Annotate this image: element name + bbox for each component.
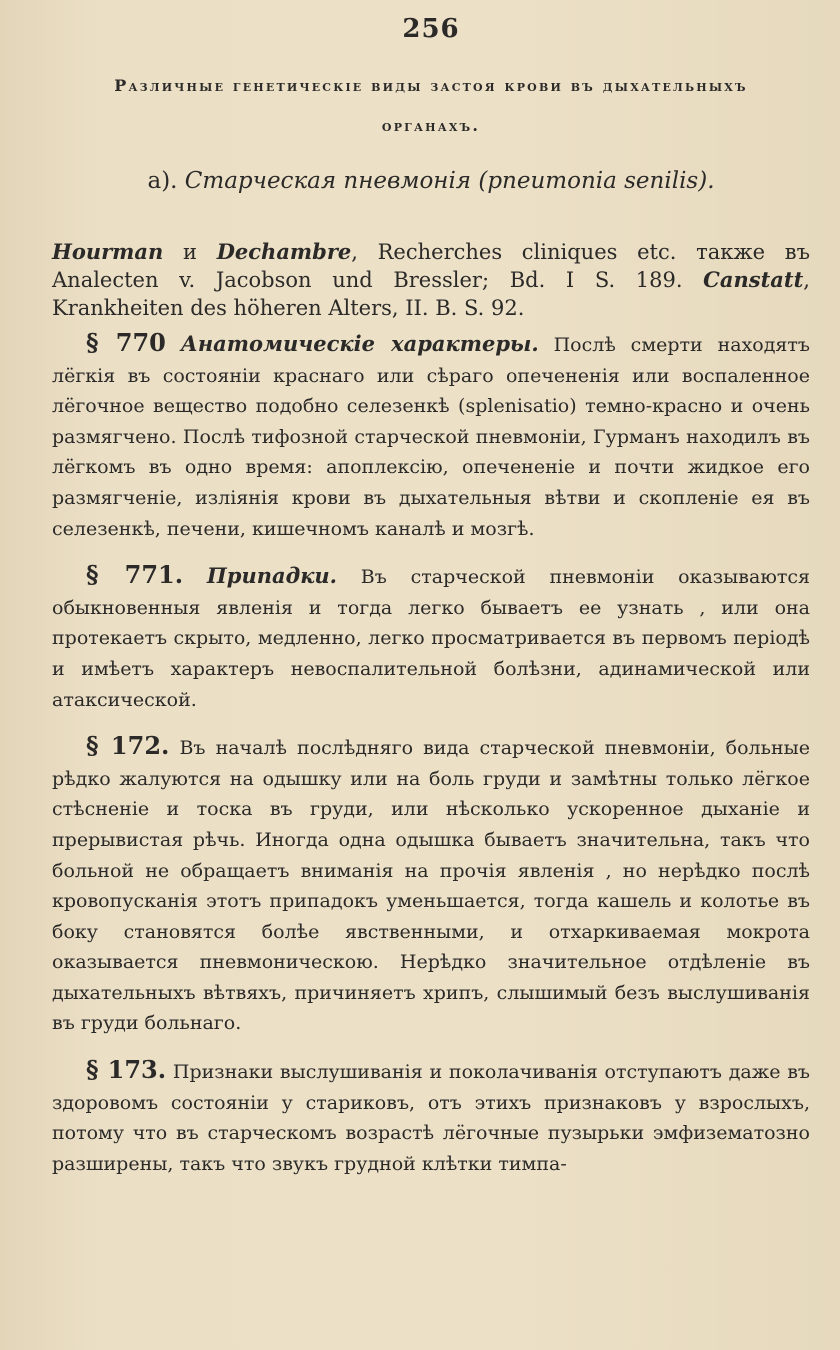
section-heading-title: Старческая пневмонія (pneumonia senilis). — [184, 168, 715, 194]
section-number: § 172. — [86, 731, 170, 761]
section-number: § 770 — [86, 328, 166, 357]
chapter-title-line2: органахъ. — [381, 116, 481, 135]
chapter-title-line1: Различные генетическіе виды застоя крови въ дыхательныхъ — [114, 76, 748, 95]
paragraph-771 — [52, 560, 810, 715]
paragraph-770 — [52, 328, 810, 544]
paragraph-173 — [52, 1055, 810, 1179]
section-title: Припадки. — [206, 563, 337, 589]
section-number: § 771. — [86, 560, 184, 590]
ref-author-hourman: Hourman — [52, 239, 164, 264]
page-number: 256 — [402, 14, 460, 44]
section-title: Анатомическіе характеры. — [180, 331, 539, 356]
ref-text-1: , Recherches cliniques etc. также въ Analecten v. Jacobson und Bressler; Bd. I S. 189. — [52, 240, 810, 292]
paragraph-172 — [52, 731, 810, 1039]
section-heading — [52, 168, 810, 194]
ref-author-dechambre: Dechambre — [216, 239, 352, 264]
ref-author-canstatt: Canstatt — [703, 267, 804, 292]
references — [52, 238, 810, 322]
ref-conjunction: и — [182, 240, 197, 264]
paragraph-text: Въ началѣ послѣдняго вида старческой пневмоніи, больные рѣдко жалуются на одышку или на боль груди и замѣтны только лёгкое стѣсненіе и тоска въ груди, или нѣсколько ускоренное дыханіе и прерывистая рѣчь. Иногда одна одышка бываетъ значительна, такъ что больной не обращаетъ вниманія на прочія явленія , но нерѣдко послѣ кровопусканія этотъ припадокъ уменьшается, тогда кашель и колотье въ боку становятся болѣе явственными, и отхаркиваемая мокрота оказывается пневмоническою. Нерѣдко значительное отдѣленіе въ дыхательныхъ вѣтвяхъ, причиняетъ хрипъ, слышимый безъ выслушиванія въ груди больнаго. — [52, 737, 810, 1035]
section-number: § 173. — [86, 1055, 167, 1085]
paragraph-text: Послѣ смерти находятъ лёгкія въ состояніи краснаго или сѣраго опечененія или воспаленное лёгочное вещество подобно селезенкѣ (splenisatio) темно-красно и очень размягчено. Послѣ тифозной старческой пневмоніи, Гурманъ находилъ въ лёгкомъ въ одно время: апоплексію, опечененіе и почти жидкое его размягченіе, изліянія крови въ дыхательныя вѣтви и скопленіе ея въ селезенкѣ, печени, кишечномъ каналѣ и мозгѣ. — [52, 334, 811, 540]
section-heading-prefix: а). — [147, 168, 178, 194]
ref-text-2: , Krankheiten des höheren Alters, II. B. S. 92. — [52, 268, 810, 320]
chapter-title — [52, 66, 810, 146]
paragraph-text: Признаки выслушиванія и поколачиванія отступаютъ даже въ здоровомъ состояніи у стариковъ, отъ этихъ признаковъ у взрослыхъ, потому что въ старческомъ возрастѣ лёгочные пузырьки эмфизематозно разширены, такъ что звукъ грудной клѣтки тимпа- — [52, 1061, 810, 1175]
paragraph-text: Въ старческой пневмоніи оказываются обыкновенныя явленія и тогда легко бываетъ ее узнать , или она протекаетъ скрыто, медленно, легко просматривается въ первомъ періодѣ и имѣетъ характеръ невоспалительной болѣзни, адинамической или атаксической. — [52, 566, 810, 711]
